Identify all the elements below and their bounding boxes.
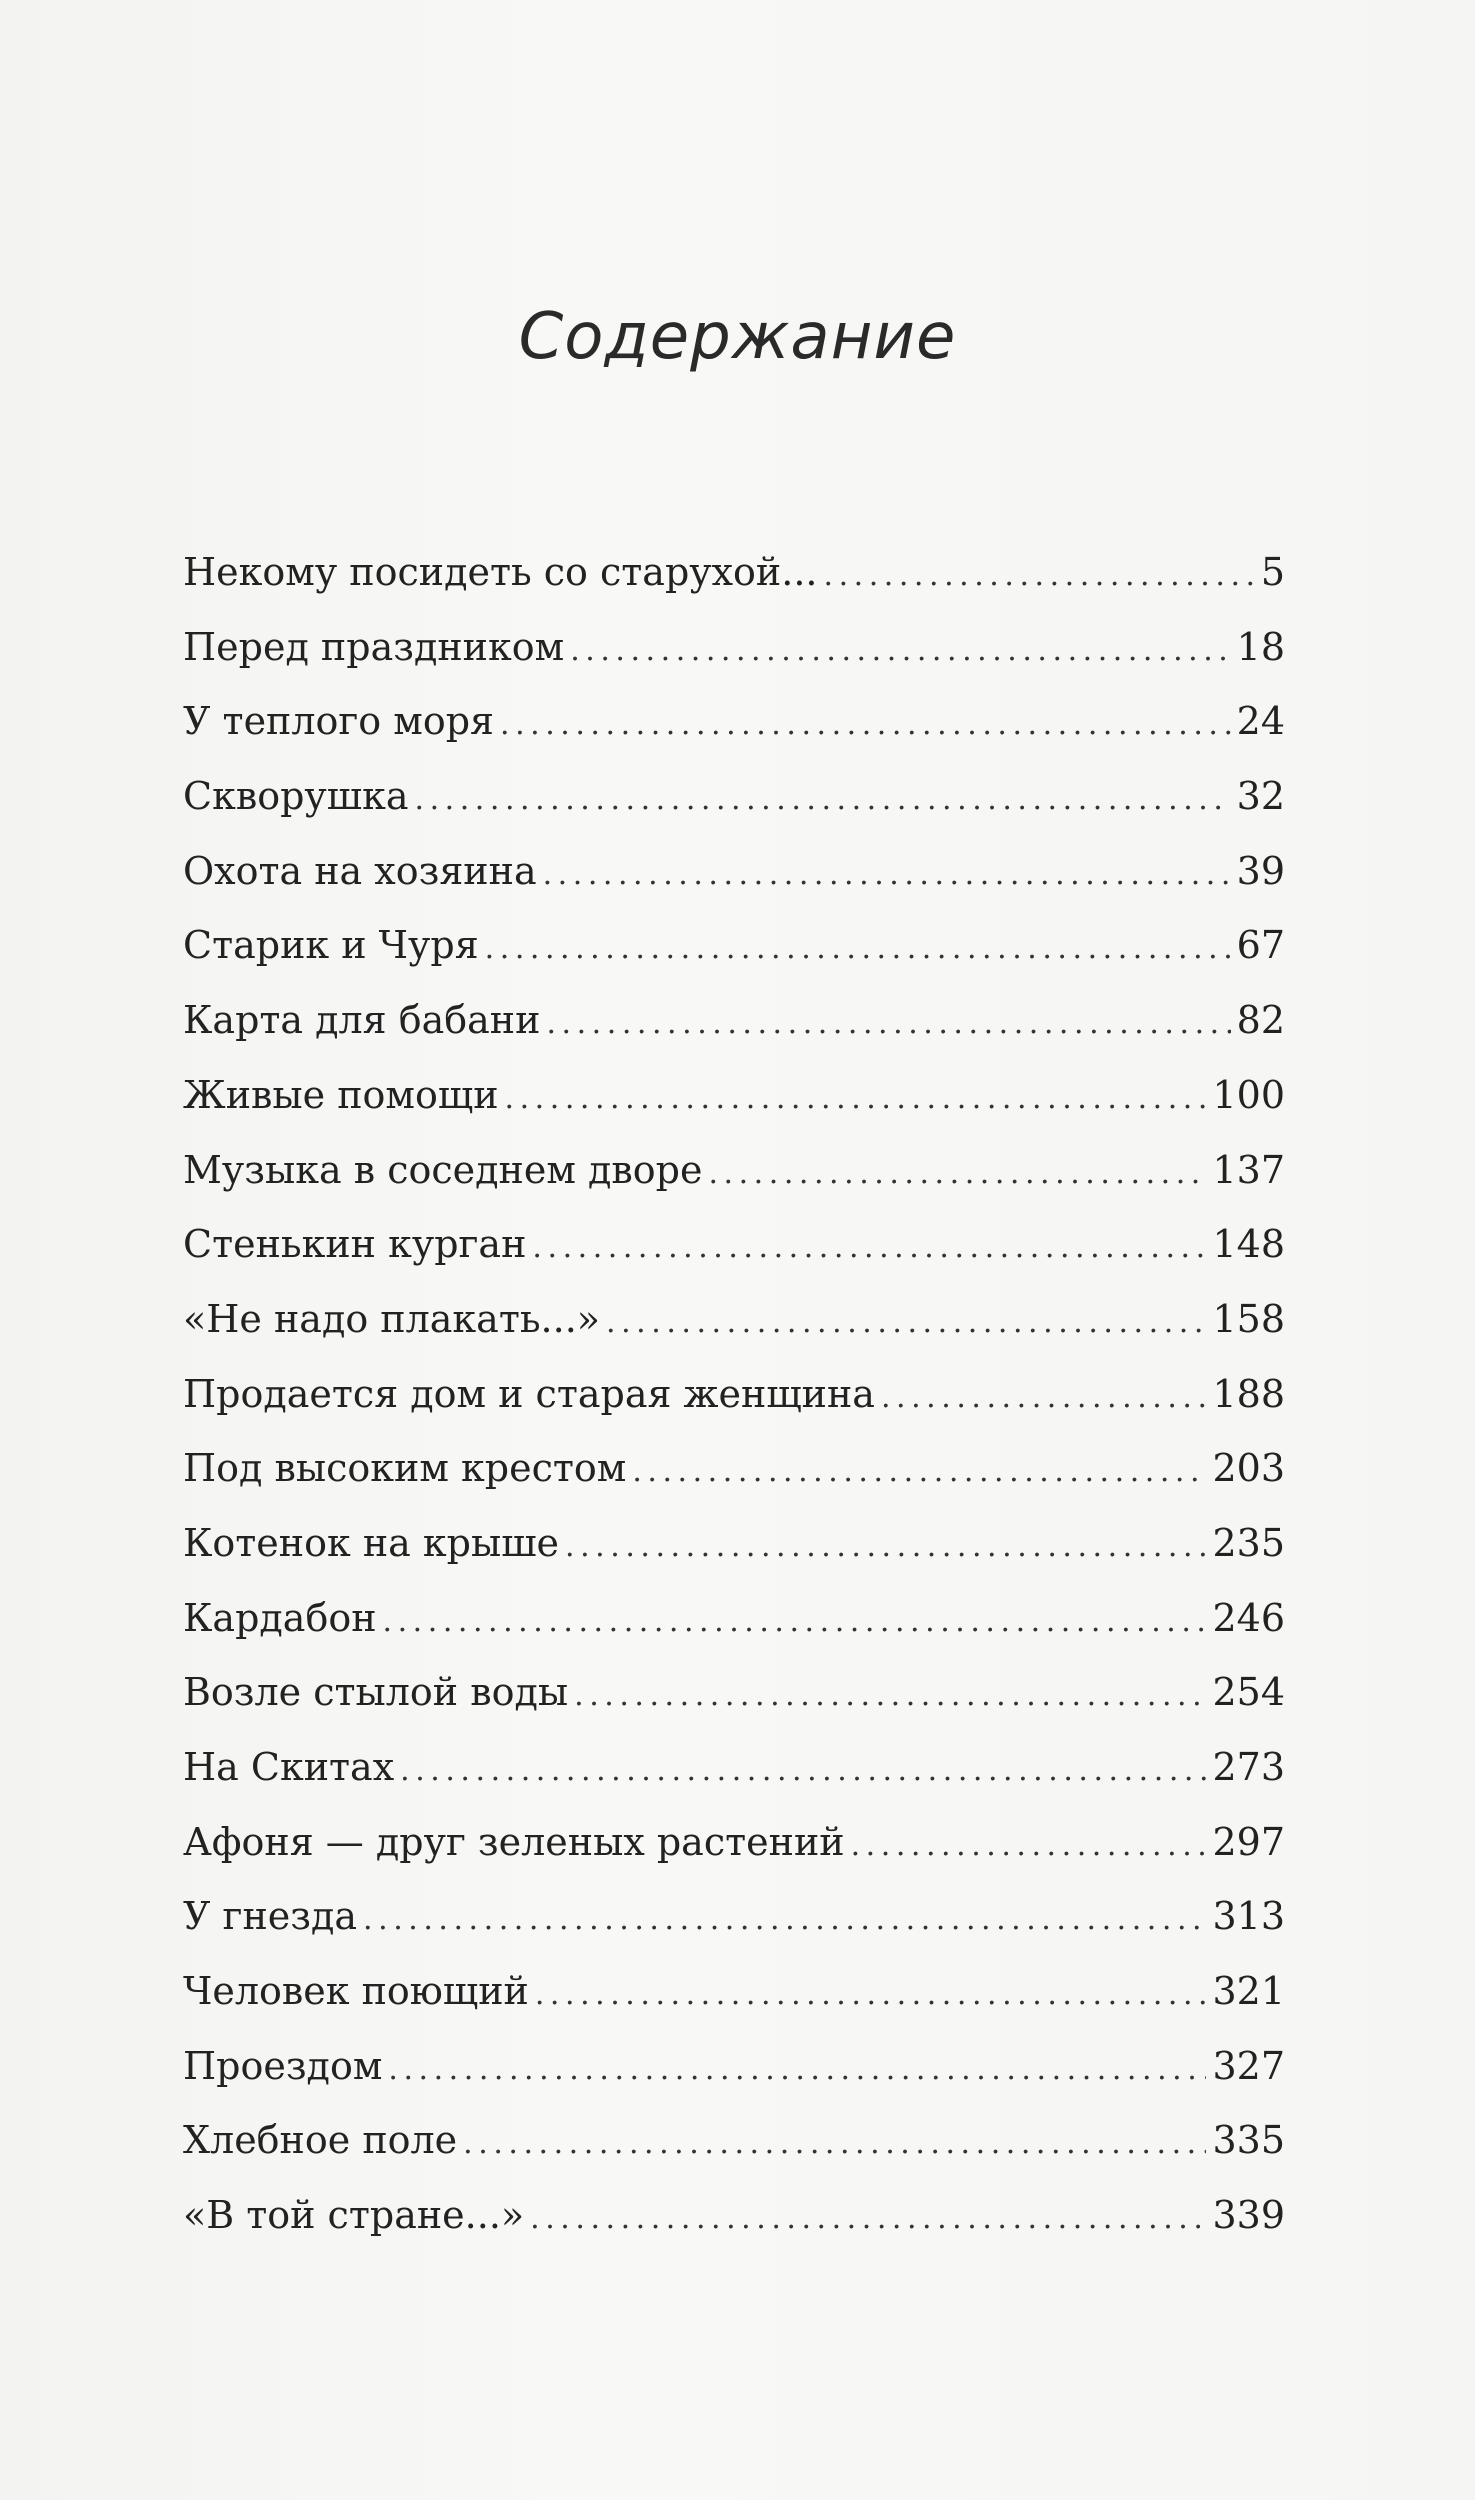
toc-entry-title: У теплого моря [183,699,494,744]
toc-entry [183,1506,1285,1581]
toc-entry [183,535,1285,610]
toc-entry-title: У гнезда [183,1894,358,1939]
toc-entry-page: 18 [1236,624,1285,669]
toc-entry-title: Возле стылой воды [183,1670,569,1715]
toc-entry [183,610,1285,685]
toc-leader-dots [383,1585,1207,1660]
toc-entry [183,1805,1285,1880]
toc-entry [183,1730,1285,1805]
toc-entry-title: Проездом [183,2043,383,2088]
toc-entry-page: 188 [1212,1371,1285,1416]
toc-entry-title: Старик и Чуря [183,923,479,968]
toc-leader-dots [505,1062,1207,1137]
toc-entry [183,1207,1285,1282]
toc-entry-title: Афоня — друг зеленых растений [183,1819,845,1864]
toc-entry-title: На Скитах [183,1745,395,1789]
toc-entry-title: Хлебное поле [183,2118,458,2163]
toc-entry-page: 203 [1212,1446,1285,1491]
toc-entry-page: 339 [1212,2193,1285,2238]
toc-leader-dots [574,1659,1206,1734]
toc-entry-title: «В той стране...» [183,2193,525,2238]
toc-entry-page: 39 [1236,848,1285,893]
toc-entry [183,1282,1285,1357]
toc-entry-title: Охота на хозяина [183,848,537,893]
toc-entry-title: Человек поющий [183,1969,529,2014]
toc-entry-page: 254 [1212,1670,1285,1715]
toc-leader-dots [535,1958,1207,2033]
toc-entry [183,1954,1285,2029]
toc-leader-dots [485,912,1231,987]
toc-entry-page: 100 [1212,1072,1285,1117]
toc-entry-page: 313 [1212,1894,1285,1939]
toc-entry-title: Скворушка [183,774,409,819]
table-of-contents [183,535,1285,2253]
toc-entry [183,983,1285,1058]
toc-entry-page: 67 [1236,923,1285,968]
toc-entry-title: Карта для бабани [183,998,541,1043]
toc-leader-dots [708,1137,1206,1212]
toc-entry [183,684,1285,759]
toc-leader-dots [851,1809,1207,1884]
toc-entry [183,2029,1285,2104]
toc-entry [183,834,1285,909]
toc-entry-page: 335 [1212,2118,1285,2163]
toc-leader-dots [632,1435,1206,1510]
toc-entry-page: 246 [1212,1595,1285,1640]
toc-entry-title: «Не надо плакать...» [183,1296,601,1341]
page-title: Содержание [518,300,957,374]
toc-leader-dots [530,2182,1206,2257]
toc-entry-page: 148 [1212,1222,1285,1267]
toc-entry [183,908,1285,983]
toc-entry-title: Котенок на крыше [183,1520,560,1565]
toc-entry-page: 235 [1212,1520,1285,1565]
toc-leader-dots [400,1734,1206,1809]
toc-entry [183,2103,1285,2178]
toc-entry-page: 158 [1212,1296,1285,1341]
toc-leader-dots [881,1361,1207,1436]
toc-entry [183,2178,1285,2253]
toc-entry-title: Живые помощи [183,1072,499,1117]
toc-entry [183,1581,1285,1656]
toc-entry-title: Перед праздником [183,624,565,669]
toc-entry [183,1431,1285,1506]
toc-leader-dots [543,838,1231,913]
toc-leader-dots [532,1211,1206,1286]
toc-entry [183,1655,1285,1730]
toc-leader-dots [388,2033,1206,2108]
toc-leader-dots [606,1286,1206,1361]
toc-entry [183,1357,1285,1432]
toc-entry-page: 5 [1260,550,1285,594]
toc-leader-dots [824,539,1255,614]
toc-entry [183,1058,1285,1133]
toc-entry-page: 137 [1212,1147,1285,1192]
toc-entry-page: 273 [1212,1745,1285,1789]
toc-entry-title: Музыка в соседнем дворе [183,1147,703,1192]
toc-entry-page: 321 [1212,1969,1285,2014]
toc-entry-title: Продается дом и старая женщина [183,1371,875,1416]
toc-entry-title: Под высоким крестом [183,1446,627,1491]
toc-entry-page: 82 [1236,998,1285,1043]
toc-entry [183,759,1285,834]
toc-entry-page: 297 [1212,1819,1285,1864]
toc-entry-title: Стенькин курган [183,1222,527,1267]
toc-entry-page: 24 [1236,699,1285,744]
toc-leader-dots [546,987,1230,1062]
toc-leader-dots [463,2107,1206,2182]
toc-leader-dots [565,1510,1206,1585]
toc-leader-dots [415,763,1231,838]
toc-leader-dots [363,1883,1206,1958]
toc-entry-title: Некому посидеть со старухой... [183,550,818,594]
toc-entry [183,1879,1285,1954]
toc-entry-page: 32 [1236,774,1285,819]
toc-leader-dots [500,688,1231,763]
toc-entry-title: Кардабон [183,1595,377,1640]
toc-leader-dots [570,614,1230,689]
toc-entry [183,1133,1285,1208]
toc-entry-page: 327 [1212,2043,1285,2088]
